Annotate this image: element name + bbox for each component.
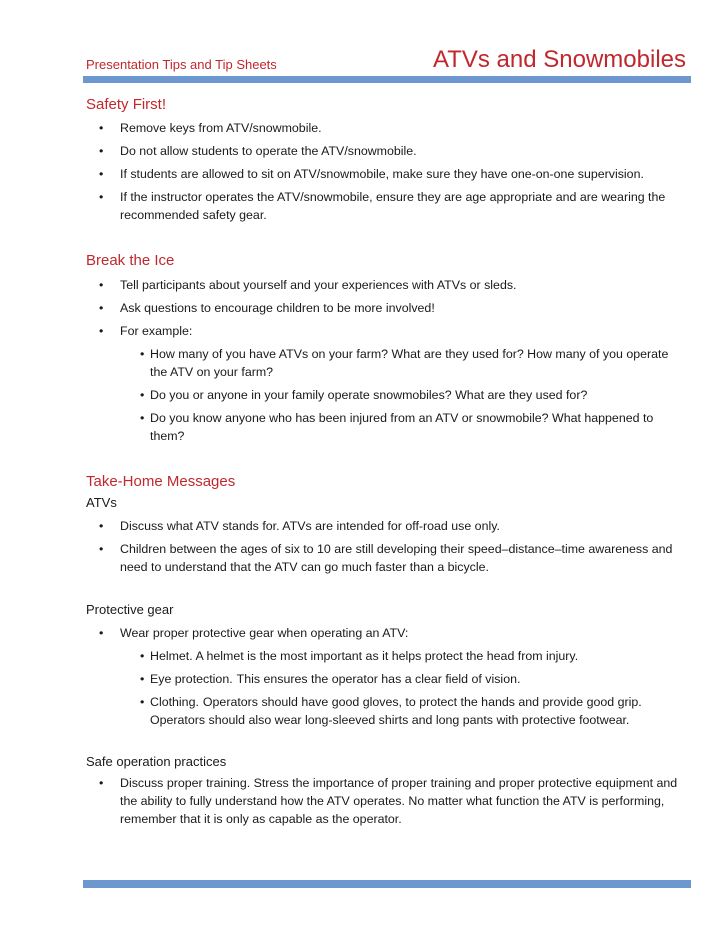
header-subtitle: Presentation Tips and Tip Sheets	[86, 57, 277, 72]
list-subitem: • Do you know anyone who has been injured from an ATV or snowmobile? What happened to them?	[140, 411, 654, 443]
list-subitem-eye-protection: • Eye protection. This ensures the operator has a clear field of vision.	[140, 672, 521, 686]
list-subitem-helmet: • Helmet. A helmet is the most important as it helps protect the head from injury.	[140, 649, 579, 663]
subsection-title-gear: Protective gear	[86, 602, 174, 617]
footer-rule	[83, 880, 691, 888]
term-helmet: Helmet	[150, 649, 190, 663]
term-clothing: Clothing.	[150, 695, 199, 709]
header-rule	[83, 76, 691, 83]
list-item: • Tell participants about yourself and your experiences with ATVs or sleds.	[99, 278, 517, 292]
list-item: • Do not allow students to operate the ATV/snowmobile.	[99, 144, 417, 158]
main-content	[86, 94, 686, 828]
atvs-list	[86, 517, 686, 576]
section-title-ice: Break the Ice	[86, 252, 175, 269]
ice-list	[86, 276, 686, 445]
subsection-title-atvs: ATVs	[86, 495, 117, 510]
list-item: • Discuss what ATV stands for. ATVs are intended for off-road use only.	[99, 519, 500, 533]
practices-list	[86, 774, 686, 828]
page-title: ATVs and Snowmobiles	[432, 46, 686, 73]
subsection-title-practices: Safe operation practices	[86, 754, 227, 769]
list-item: • Remove keys from ATV/snowmobile.	[99, 121, 322, 135]
section-title-safety: Safety First!	[86, 96, 167, 113]
list-item: • For example:	[99, 324, 193, 338]
list-item: • Wear proper protective gear when operating an ATV:	[99, 626, 409, 640]
list-item: • Ask questions to encourage children to be more involved!	[99, 301, 435, 315]
list-item: • Children between the ages of six to 10 are still developing their speed–distance–time awareness and need to understand that the ATV can go much faster than a bicycle.	[99, 542, 673, 574]
list-subitem: • Do you or anyone in your family operate snowmobiles? What are they used for?	[140, 388, 588, 402]
safety-list	[86, 119, 686, 224]
list-item: • If the instructor operates the ATV/snowmobile, ensure they are age appropriate and are wearing the recommended safety gear.	[99, 190, 666, 222]
term-eye-protection: Eye protection.	[150, 672, 233, 686]
list-item: • If students are allowed to sit on ATV/snowmobile, make sure they have one-on-one supervision.	[99, 167, 644, 181]
list-subitem-clothing: • Clothing. Operators should have good gloves, to protect the hands and provide good grip. Operators should also wear long-sleeved shirts and long pants with protective footwear.	[140, 695, 642, 727]
list-subitem: • How many of you have ATVs on your farm? What are they used for? How many of you operate the ATV on your farm?	[140, 347, 669, 379]
list-item: • Discuss proper training. Stress the importance of proper training and proper protective equipment and the ability to fully understand how the ATV operates. No matter what function the ATV is performing, remember that it is only as capable as the operator.	[99, 776, 678, 826]
gear-list	[86, 624, 686, 729]
section-title-messages: Take-Home Messages	[86, 473, 236, 490]
